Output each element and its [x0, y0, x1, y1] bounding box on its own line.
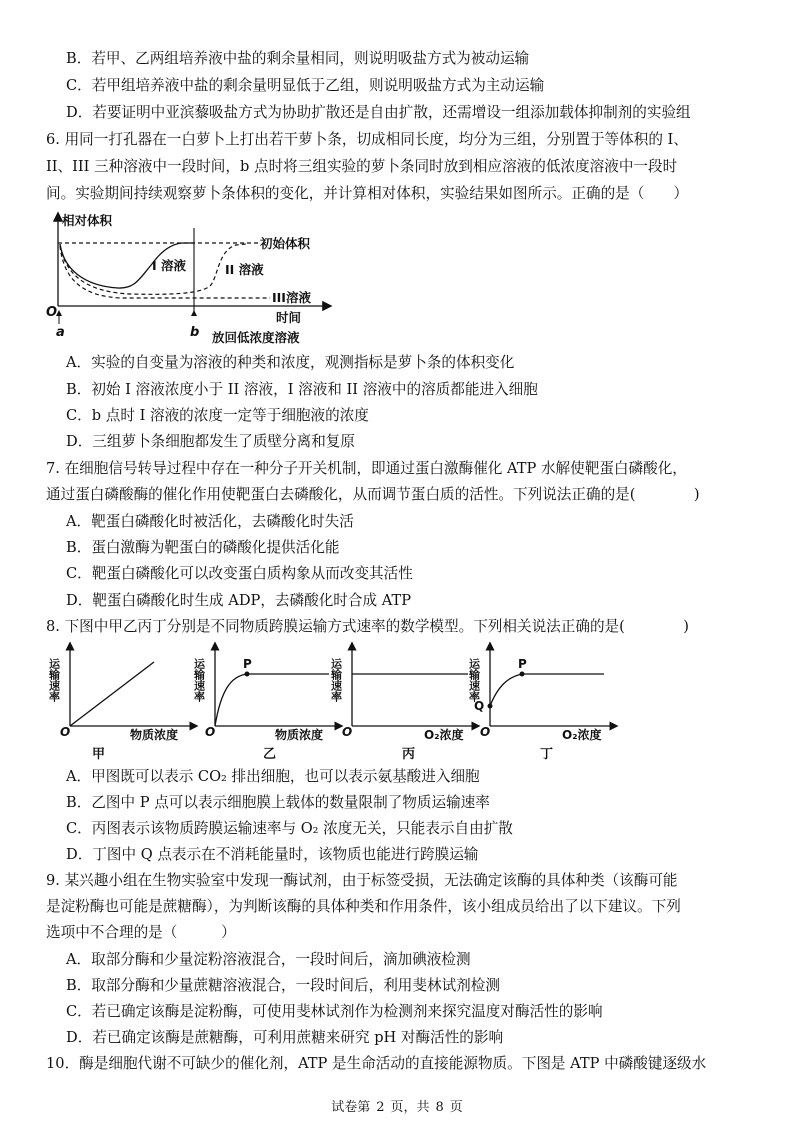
footer-suffix: 页: [449, 1100, 463, 1115]
y-axis-label-yi: 运输速率: [192, 658, 206, 702]
x-axis-label-ding: O₂浓度: [562, 728, 602, 742]
saturation-curve-yi: [215, 674, 329, 726]
y-axis-label-jia: 运输速率: [47, 658, 61, 702]
y-axis-label: 相对体积: [62, 213, 113, 228]
footer-total-pages: 8: [435, 1100, 444, 1115]
q7-option-d: D．靶蛋白磷酸化时生成 ADP，去磷酸化时合成 ATP: [66, 592, 412, 609]
caption-yi: 乙: [263, 747, 277, 762]
origin-ding: O: [480, 725, 491, 739]
x-axis-note: 放回低浓度溶液: [212, 330, 300, 345]
caption-jia: 甲: [92, 747, 106, 762]
q6-volume-figure: [40, 208, 340, 348]
x-axis-label-jia: 物质浓度: [130, 728, 179, 742]
graph-jia: [48, 644, 197, 762]
solution-2-label: II 溶液: [225, 262, 264, 277]
q10-stem-line1: 10．酶是细胞代谢不可缺少的催化剂，ATP 是生命活动的直接能源物质。下图是 ATP 中磷酸键逐级水: [46, 1055, 707, 1072]
q9-option-d: D．若已确定该酶是蔗糖酶，可利用蔗糖来研究 pH 对酶活性的影响: [66, 1029, 504, 1046]
graph-bing: [330, 644, 479, 762]
q9-stem-line1: 9. 某兴趣小组在生物实验室中发现一酶试剂，由于标签受损，无法确定该酶的具体种类（该酶可能: [46, 872, 678, 889]
origin-yi: O: [205, 725, 216, 739]
initial-volume-label: 初始体积: [260, 236, 311, 251]
linear-rate-line: [70, 662, 154, 726]
q7-option-b: B．蛋白激酶为靶蛋白的磷酸化提供活化能: [66, 539, 340, 556]
origin-bing: O: [342, 725, 353, 739]
q8-stem: 8. 下图中甲乙丙丁分别是不同物质跨膜运输方式速率的数学模型。下列相关说法正确的是( ): [46, 618, 689, 635]
q9-option-b: B．取部分酶和少量蔗糖溶液混合，一段时间后，利用斐林试剂检测: [66, 977, 500, 994]
origin-jia: O: [60, 725, 71, 739]
point-a-label: a: [56, 325, 65, 340]
q5-option-d: D．若要证明中亚滨藜吸盐方式为协助扩散还是自由扩散，还需增设一组添加载体抑制剂的实验组: [66, 104, 691, 121]
y-axis-label-bing: 运输速率: [329, 658, 343, 702]
x-axis-label: 时间: [276, 310, 302, 325]
point-q-ding: [488, 704, 493, 709]
footer-page-number: 2: [376, 1100, 385, 1115]
graph-yi: [193, 644, 342, 762]
q8-option-b: B．乙图中 P 点可以表示细胞膜上载体的数量限制了物质运输速率: [66, 794, 490, 811]
q7-option-c: C．靶蛋白磷酸化可以改变蛋白质构象从而改变其活性: [66, 565, 413, 582]
q9-option-a: A．取部分酶和少量淀粉溶液混合，一段时间后，滴加碘液检测: [66, 951, 471, 968]
point-p-label-ding: P: [518, 657, 527, 671]
q7-stem-line2: 通过蛋白磷酸酶的催化作用使靶蛋白去磷酸化，从而调节蛋白质的活性。下列说法正确的是( ): [46, 486, 700, 503]
q6-option-b: B．初始 I 溶液浓度小于 II 溶液，I 溶液和 II 溶液中的溶质都能进入细胞: [66, 381, 538, 398]
solution-3-label: III溶液: [272, 290, 311, 305]
q7-option-a: A．靶蛋白磷酸化时被活化，去磷酸化时失活: [66, 513, 354, 530]
q8-option-c: C．丙图表示该物质跨膜运输速率与 O₂ 浓度无关，只能表示自由扩散: [66, 820, 513, 837]
page-footer: [0, 1096, 794, 1115]
q8-option-a: A．甲图既可以表示 CO₂ 排出细胞，也可以表示氨基酸进入细胞: [66, 768, 480, 785]
caption-ding: 丁: [540, 747, 554, 762]
q6-stem-line2: II、III 三种溶液中一段时间，b 点时将三组实验的萝卜条同时放到相应溶液的低浓度溶液中一段时: [46, 158, 678, 175]
y-axis-label-ding: 运输速率: [467, 658, 481, 702]
point-b-label: b: [190, 325, 200, 340]
saturation-curve-ding: [490, 674, 604, 706]
q5-option-b: B．若甲、乙两组培养液中盐的剩余量相同，则说明吸盐方式为被动运输: [66, 50, 530, 67]
q6-option-a: A．实验的自变量为溶液的种类和浓度，观测指标是萝卜条的体积变化: [66, 354, 515, 371]
origin-label: O: [46, 305, 58, 320]
q9-stem-line2: 是淀粉酶也可能是蔗糖酶），为判断该酶的具体种类和作用条件，该小组成员给出了以下建议。下列: [46, 898, 681, 915]
point-p-yi: [245, 672, 250, 677]
x-axis-label-bing: O₂浓度: [424, 728, 464, 742]
point-p-ding: [520, 672, 525, 677]
x-axis-label-yi: 物质浓度: [275, 728, 324, 742]
graph-ding: [468, 644, 617, 762]
q9-stem-line3: 选项中不合理的是（ ）: [46, 924, 236, 941]
point-p-label-yi: P: [243, 657, 252, 671]
q8-option-d: D．丁图中 Q 点表示在不消耗能量时，该物质也能进行跨膜运输: [66, 846, 479, 863]
q9-option-c: C．若已确定该酶是淀粉酶，可使用斐林试剂作为检测剂来探究温度对酶活性的影响: [66, 1003, 603, 1020]
footer-prefix: 试卷第: [331, 1100, 371, 1115]
q7-stem-line1: 7. 在细胞信号转导过程中存在一种分子开关机制，即通过蛋白激酶催化 ATP 水解使靶蛋白磷酸化，: [46, 460, 687, 477]
q5-option-c: C．若甲组培养液中盐的剩余量明显低于乙组，则说明吸盐方式为主动运输: [66, 77, 545, 94]
q6-stem-line1: 6. 用同一打孔器在一白萝卜上打出若干萝卜条，切成相同长度，均分为三组，分别置于等体积的 I、: [46, 131, 688, 148]
solution-1-label: I 溶液: [152, 258, 187, 273]
q6-option-c: C．b 点时 I 溶液的浓度一定等于细胞液的浓度: [66, 407, 369, 424]
caption-bing: 丙: [402, 747, 416, 762]
q8-transport-figures: [46, 640, 746, 765]
footer-mid: 页，共: [390, 1100, 430, 1115]
point-q-label-ding: Q: [474, 699, 485, 713]
q6-option-d: D．三组萝卜条细胞都发生了质壁分离和复原: [66, 433, 355, 450]
q6-stem-line3: 间。实验期间持续观察萝卜条体积的变化，并计算相对体积，实验结果如图所示。正确的是（ ）: [46, 185, 689, 202]
